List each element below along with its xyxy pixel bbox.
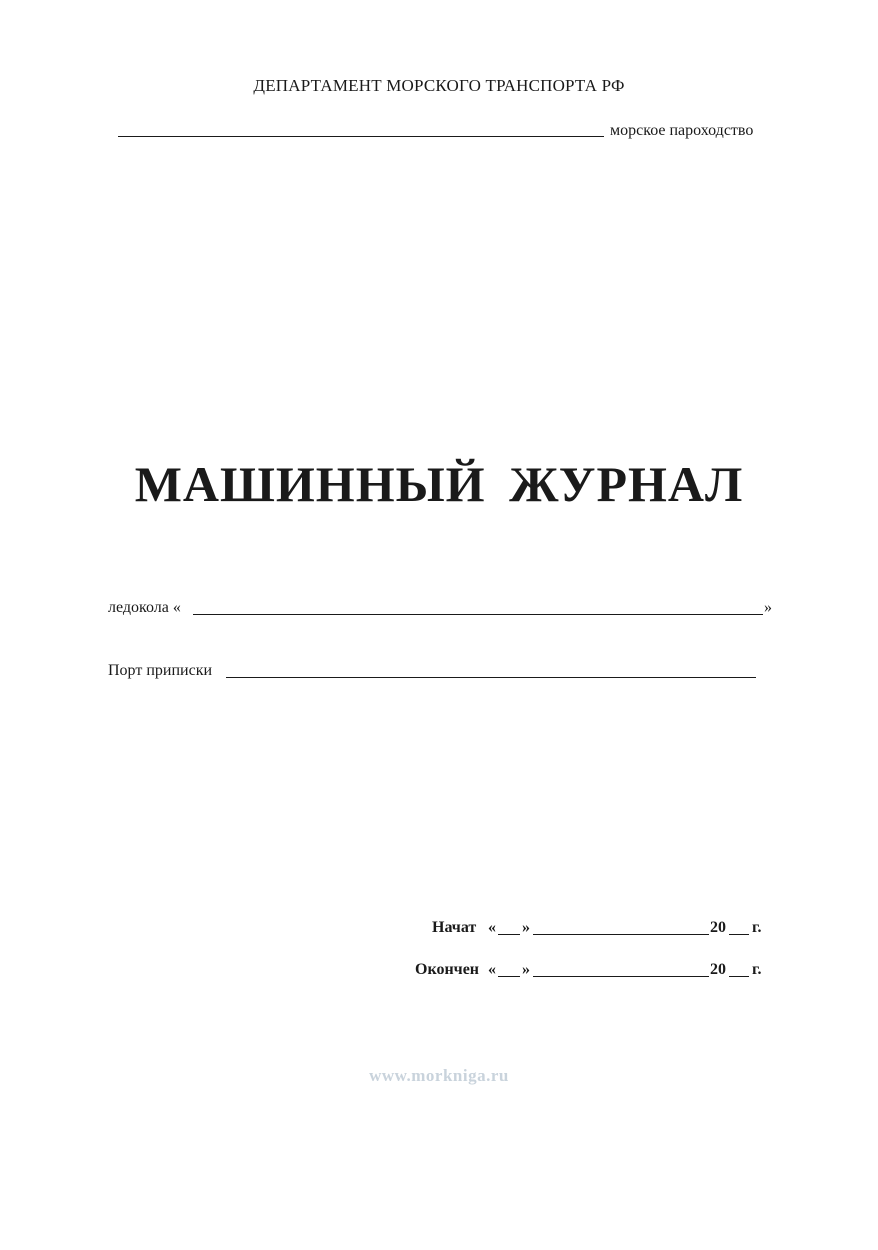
watermark: www.morkniga.ru [369, 1066, 509, 1085]
document-title: МАШИННЫЙ ЖУРНАЛ [134, 456, 744, 512]
icebreaker-label: ледокола « [108, 599, 181, 616]
start-day-blank-line [498, 934, 520, 935]
start-date-row [0, 917, 765, 943]
end-year-blank-line [729, 976, 749, 977]
end-day-blank-line [498, 976, 520, 977]
end-date-label: Окончен [415, 961, 480, 978]
start-year-prefix: 20 [710, 919, 726, 936]
end-year-suffix: г. [752, 961, 762, 978]
start-day-close-quote: » [522, 919, 530, 936]
start-date-label: Начат [432, 919, 477, 936]
icebreaker-name-blank-line [193, 614, 763, 615]
port-of-registry-blank-line [226, 677, 756, 678]
end-day-close-quote: » [522, 961, 530, 978]
department-header: ДЕПАРТАМЕНТ МОРСКОГО ТРАНСПОРТА РФ [253, 76, 625, 95]
port-of-registry-row [108, 660, 778, 686]
start-year-suffix: г. [752, 919, 762, 936]
start-year-blank-line [729, 934, 749, 935]
port-of-registry-label: Порт приписки [108, 662, 213, 679]
end-month-blank-line [533, 976, 709, 977]
shipping-company-row [118, 118, 778, 142]
start-day-open-quote: « [488, 919, 496, 936]
icebreaker-close-quote: » [764, 599, 772, 616]
shipping-company-blank-line [118, 136, 604, 137]
end-day-open-quote: « [488, 961, 496, 978]
start-month-blank-line [533, 934, 709, 935]
shipping-company-label: морское пароходство [610, 122, 754, 139]
end-year-prefix: 20 [710, 961, 726, 978]
end-date-row [0, 959, 765, 985]
icebreaker-name-row [108, 597, 778, 623]
